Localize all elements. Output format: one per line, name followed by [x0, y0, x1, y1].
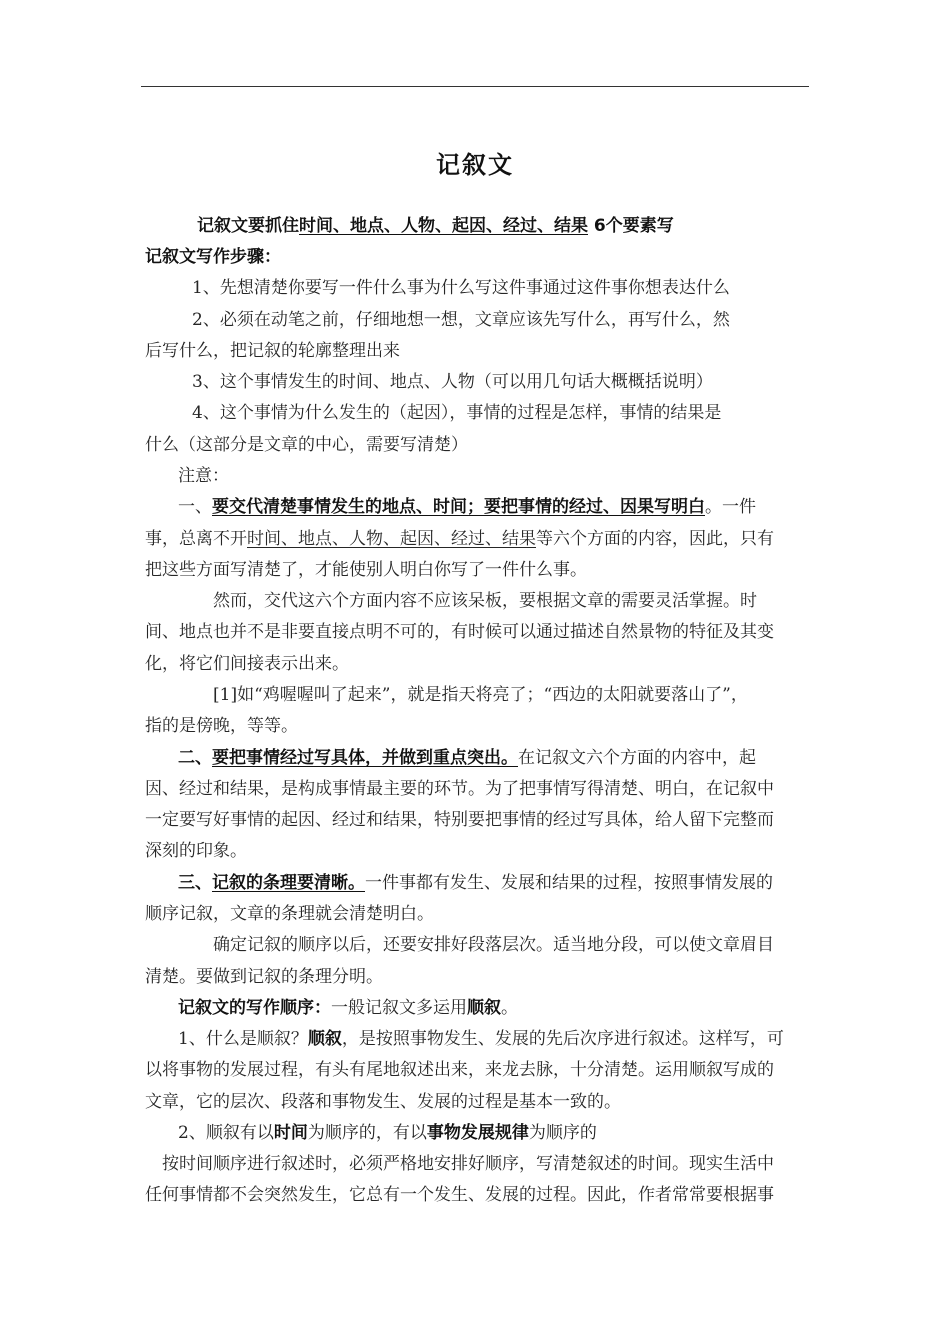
- point2-line: 深刻的印象。: [145, 841, 247, 861]
- step-line: 3、这个事情发生的时间、地点、人物（可以用几句话大概概括说明）: [192, 372, 713, 392]
- point3-paragraph-line: 清楚。要做到记叙的条理分明。: [145, 967, 383, 987]
- example-line: [1]如“鸡喔喔叫了起来”，就是指天将亮了；“西边的太阳就要落山了”，: [213, 685, 748, 705]
- order2-paragraph-line: 任何事情都不会突然发生，它总有一个发生、发展的过程。因此，作者常常要根据事: [145, 1185, 774, 1205]
- subtitle: 记叙文要抓住时间、地点、人物、起因、经过、结果 6个要素写: [197, 216, 674, 236]
- point3-line: 顺序记叙，文章的条理就会清楚明白。: [145, 904, 434, 924]
- point3-paragraph-line: 确定记叙的顺序以后，还要安排好段落层次。适当地分段，可以使文章眉目: [213, 935, 774, 955]
- point3-line: 三、记叙的条理要清晰。一件事都有发生、发展和结果的过程，按照事情发展的: [178, 873, 773, 893]
- header-rule: [141, 86, 809, 87]
- point1-line: 事，总离不开时间、地点、人物、起因、经过、结果等六个方面的内容，因此，只有: [145, 529, 774, 549]
- point2-line: 因、经过和结果，是构成事情最主要的环节。为了把事情写得清楚、明白，在记叙中: [145, 779, 774, 799]
- example-line: 指的是傍晚，等等。: [145, 716, 298, 736]
- point2-line: 二、要把事情经过写具体，并做到重点突出。在记叙文六个方面的内容中，起: [178, 748, 756, 768]
- point1-line: 把这些方面写清楚了，才能使别人明白你写了一件什么事。: [145, 560, 587, 580]
- page-title: 记叙文: [436, 151, 514, 179]
- point1-line: 一、要交代清楚事情发生的地点、时间；要把事情的经过、因果写明白。一件: [178, 497, 756, 517]
- order1-line: 以将事物的发展过程，有头有尾地叙述出来，来龙去脉，十分清楚。运用顺叙写成的: [145, 1060, 774, 1080]
- step-line: 1、先想清楚你要写一件什么事为什么写这件事通过这件事你想表达什么: [192, 278, 730, 298]
- point1-paragraph-line: 间、地点也并不是非要直接点明不可的，有时候可以通过描述自然景物的特征及其变: [145, 622, 774, 642]
- step-line: 后写什么，把记叙的轮廓整理出来: [145, 341, 400, 361]
- point2-line: 一定要写好事情的起因、经过和结果，特别要把事情的经过写具体，给人留下完整而: [145, 810, 774, 830]
- note-label: 注意：: [178, 466, 229, 486]
- order2-line: 2、顺叙有以时间为顺序的，有以事物发展规律为顺序的: [178, 1123, 597, 1143]
- step-line: 2、必须在动笔之前，仔细地想一想，文章应该先写什么，再写什么，然: [192, 310, 730, 330]
- steps-heading: 记叙文写作步骤：: [145, 247, 281, 267]
- order1-line: 文章，它的层次、段落和事物发生、发展的过程是基本一致的。: [145, 1092, 621, 1112]
- order2-paragraph-line: 按时间顺序进行叙述时，必须严格地安排好顺序，写清楚叙述的时间。现实生活中: [162, 1154, 774, 1174]
- step-line: 什么（这部分是文章的中心，需要写清楚）: [145, 435, 468, 455]
- order1-line: 1、什么是顺叙？顺叙，是按照事物发生、发展的先后次序进行叙述。这样写，可: [178, 1029, 784, 1049]
- point1-paragraph-line: 化，将它们间接表示出来。: [145, 654, 349, 674]
- point1-paragraph-line: 然而，交代这六个方面内容不应该呆板，要根据文章的需要灵活掌握。时: [213, 591, 757, 611]
- step-line: 4、这个事情为什么发生的（起因），事情的过程是怎样，事情的结果是: [192, 403, 722, 423]
- order-heading-line: 记叙文的写作顺序：一般记叙文多运用顺叙。: [178, 998, 518, 1018]
